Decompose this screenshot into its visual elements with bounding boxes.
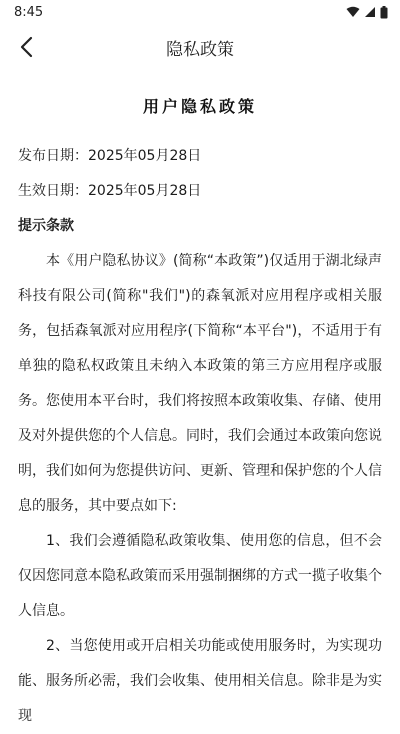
status-icons xyxy=(346,6,388,19)
battery-icon xyxy=(380,6,388,19)
back-button[interactable] xyxy=(10,31,42,63)
publish-date: 发布日期：2025年05月28日 xyxy=(18,148,202,164)
app-bar xyxy=(0,24,400,70)
document-title: 用户隐私政策 xyxy=(142,97,257,116)
paragraph: 2、当您使用或开启相关功能或使用服务时，为实现功能、服务所必需，我们会收集、使用相关信息。除非是为实现 xyxy=(18,638,382,724)
policy-content[interactable] xyxy=(0,94,400,734)
wifi-icon xyxy=(346,6,360,18)
section-heading: 提示条款 xyxy=(18,218,74,234)
paragraph: 1、我们会遵循隐私政策收集、使用您的信息，但不会仅因您同意本隐私政策而采用强制捆绑的方式一揽子收集个人信息。 xyxy=(18,533,382,619)
page-title: 隐私政策 xyxy=(166,39,234,60)
status-bar xyxy=(0,0,400,24)
paragraph: 本《用户隐私协议》(简称“本政策”)仅适用于湖北绿声科技有限公司(简称"我们")的森氧派对应用程序或相关服务，包括森氧派对应用程序(下简称“本平台")，不适用于有单独的隐私权政策且未纳入本政策的第三方应用程序或服务。您使用本平台时，我们将按照本政策收集、存储、使用及对外提供您的个人信息。同时，我们会通过本政策向您说明，我们如何为您提供访问、更新、管理和保护您的个人信息的服务，其中要点如下: xyxy=(18,253,382,514)
signal-icon xyxy=(364,6,376,18)
back-arrow-icon xyxy=(19,36,33,58)
effective-date: 生效日期：2025年05月28日 xyxy=(18,183,202,199)
status-time: 8:45 xyxy=(14,4,44,20)
